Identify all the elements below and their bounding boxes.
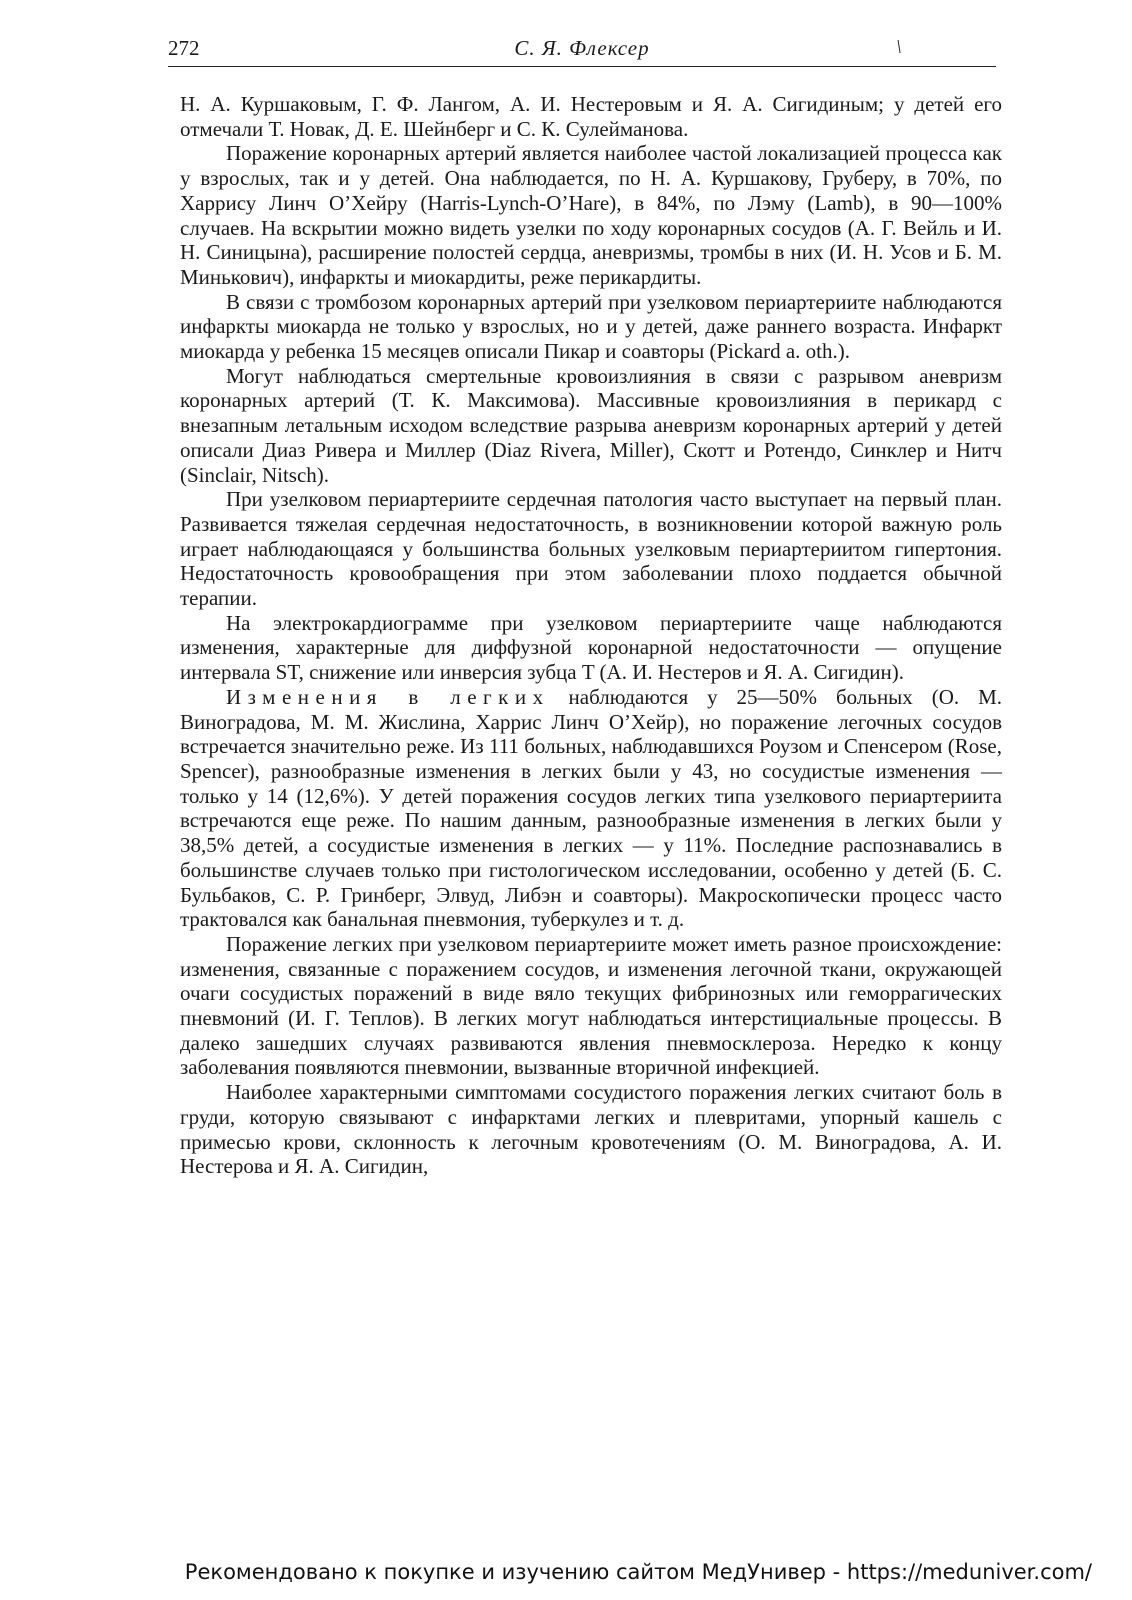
paragraph-myocardial-infarction: В связи с тромбозом коронарных артерий при узелковом периартериите наблюдаются инфаркты миокарда не только у взрослых, но и у детей, даже раннего возраста. Инфаркт миокарда у ребенка 15 месяцев описали Пикар и соавторы (Pickard a. oth.).	[180, 289, 1002, 364]
header-mark: \	[896, 36, 902, 58]
paragraph-cardiac-pathology: При узелковом периартериите сердечная патология часто выступает на первый план. Развивается тяжелая сердечная недостаточность, в возникновении которой важную роль играет наблюдающаяся у большинства больных узелковым периартериитом гипертония. Недостаточность кровообращения при этом заболевании плохо поддается обычной терапии.	[180, 487, 1002, 611]
paragraph-lungs-text: наблюдаются у 25—50% больных (О. М. Виноградова, М. М. Жислина, Харрис Линч О’Хейр), но поражение легочных сосудов встречается значительно реже. Из 111 больных, наблюдавшихся Роузом и Спенсером (Rose, Spencer), разнообразные изменения в легких были у 43, но сосудистые изменения — только у 14 (12,6%). У детей поражения сосудов легких типа узелкового периартериита встречаются еще реже. По нашим данным, разнообразные изменения в легких были у 38,5% детей, а сосудистые изменения в легких — у 11%. Последние распознавались в большинстве случаев только при гистологическом исследовании, особенно у детей (Б. С. Бульбаков, С. Р. Гринберг, Элвуд, Либэн и соавторы). Макроскопически процесс часто трактовался как банальная пневмония, туберкулез и т. д.	[180, 684, 1002, 932]
paragraph-lung-lesion-origin: Поражение легких при узелковом периартериите может иметь разное происхождение: изменения, связанные с поражением сосудов, и изменения легочной ткани, окружающей очаги сосудистых поражений в виде вяло текущих фибринозных или геморрагических пневмоний (И. Г. Теплов). В легких могут наблюдаться интерстициальные процессы. В далеко зашедших случаях развиваются явления пневмосклероза. Нередко к концу заболевания появляются пневмонии, вызванные вторичной инфекцией.	[180, 931, 1002, 1080]
paragraph-lungs	[180, 685, 1002, 932]
spaced-heading: Изменения в легких	[226, 684, 550, 709]
page-header	[168, 34, 996, 67]
paragraph-lung-symptoms: Наиболее характерными симптомами сосудистого поражения легких считают боль в груди, которую связывают с инфарктами легких и плевритами, упорный кашель с примесью крови, склонность к легочным кровотечениям (О. М. Виноградова, А. И. Нестерова и Я. А. Сигидин,	[180, 1080, 1002, 1179]
paragraph-coronary-arteries: Поражение коронарных артерий является наиболее частой локализацией процесса как у взрослых, так и у детей. Она наблюдается, по Н. А. Куршакову, Груберу, в 70%, по Харрису Линч О’Хейру (Harris-Lynch-O’Hare), в 84%, по Лэму (Lamb), в 90—100% случаев. На вскрытии можно видеть узелки по ходу коронарных сосудов (А. Г. Вейль и И. Н. Синицына), расширение полостей сердца, аневризмы, тромбы в них (И. Н. Усов и Б. М. Минькович), инфаркты и миокардиты, реже перикардиты.	[180, 141, 1002, 289]
footer-recommendation: Рекомендовано к покупке и изучению сайтом МедУнивер - https://meduniver.com/	[184, 1560, 1092, 1584]
paragraph-continued: Н. А. Куршаковым, Г. Ф. Лангом, А. И. Нестеровым и Я. А. Сигидиным; у детей его отмечали Т. Новак, Д. Е. Шейнберг и С. К. Сулейманова.	[180, 92, 1002, 141]
body-text	[180, 92, 1002, 1179]
paragraph-hemorrhages: Могут наблюдаться смертельные кровоизлияния в связи с разрывом аневризм коронарных артерий (Т. К. Максимова). Массивные кровоизлияния в перикард с внезапным летальным исходом вследствие разрыва аневризм коронарных артерий у детей описали Диаз Ривера и Миллер (Diaz Rivera, Miller), Скотт и Ротендо, Синклер и Нитч (Sinclair, Nitsch).	[180, 363, 1002, 487]
page-number: 272	[168, 36, 200, 60]
paragraph-ecg: На электрокардиограмме при узелковом периартериите чаще наблюдаются изменения, характерные для диффузной коронарной недостаточности — опущение интервала ST, снижение или инверсия зубца T (А. И. Нестеров и Я. А. Сигидин).	[180, 610, 1002, 685]
running-head: С. Я. Флексер	[514, 36, 650, 60]
